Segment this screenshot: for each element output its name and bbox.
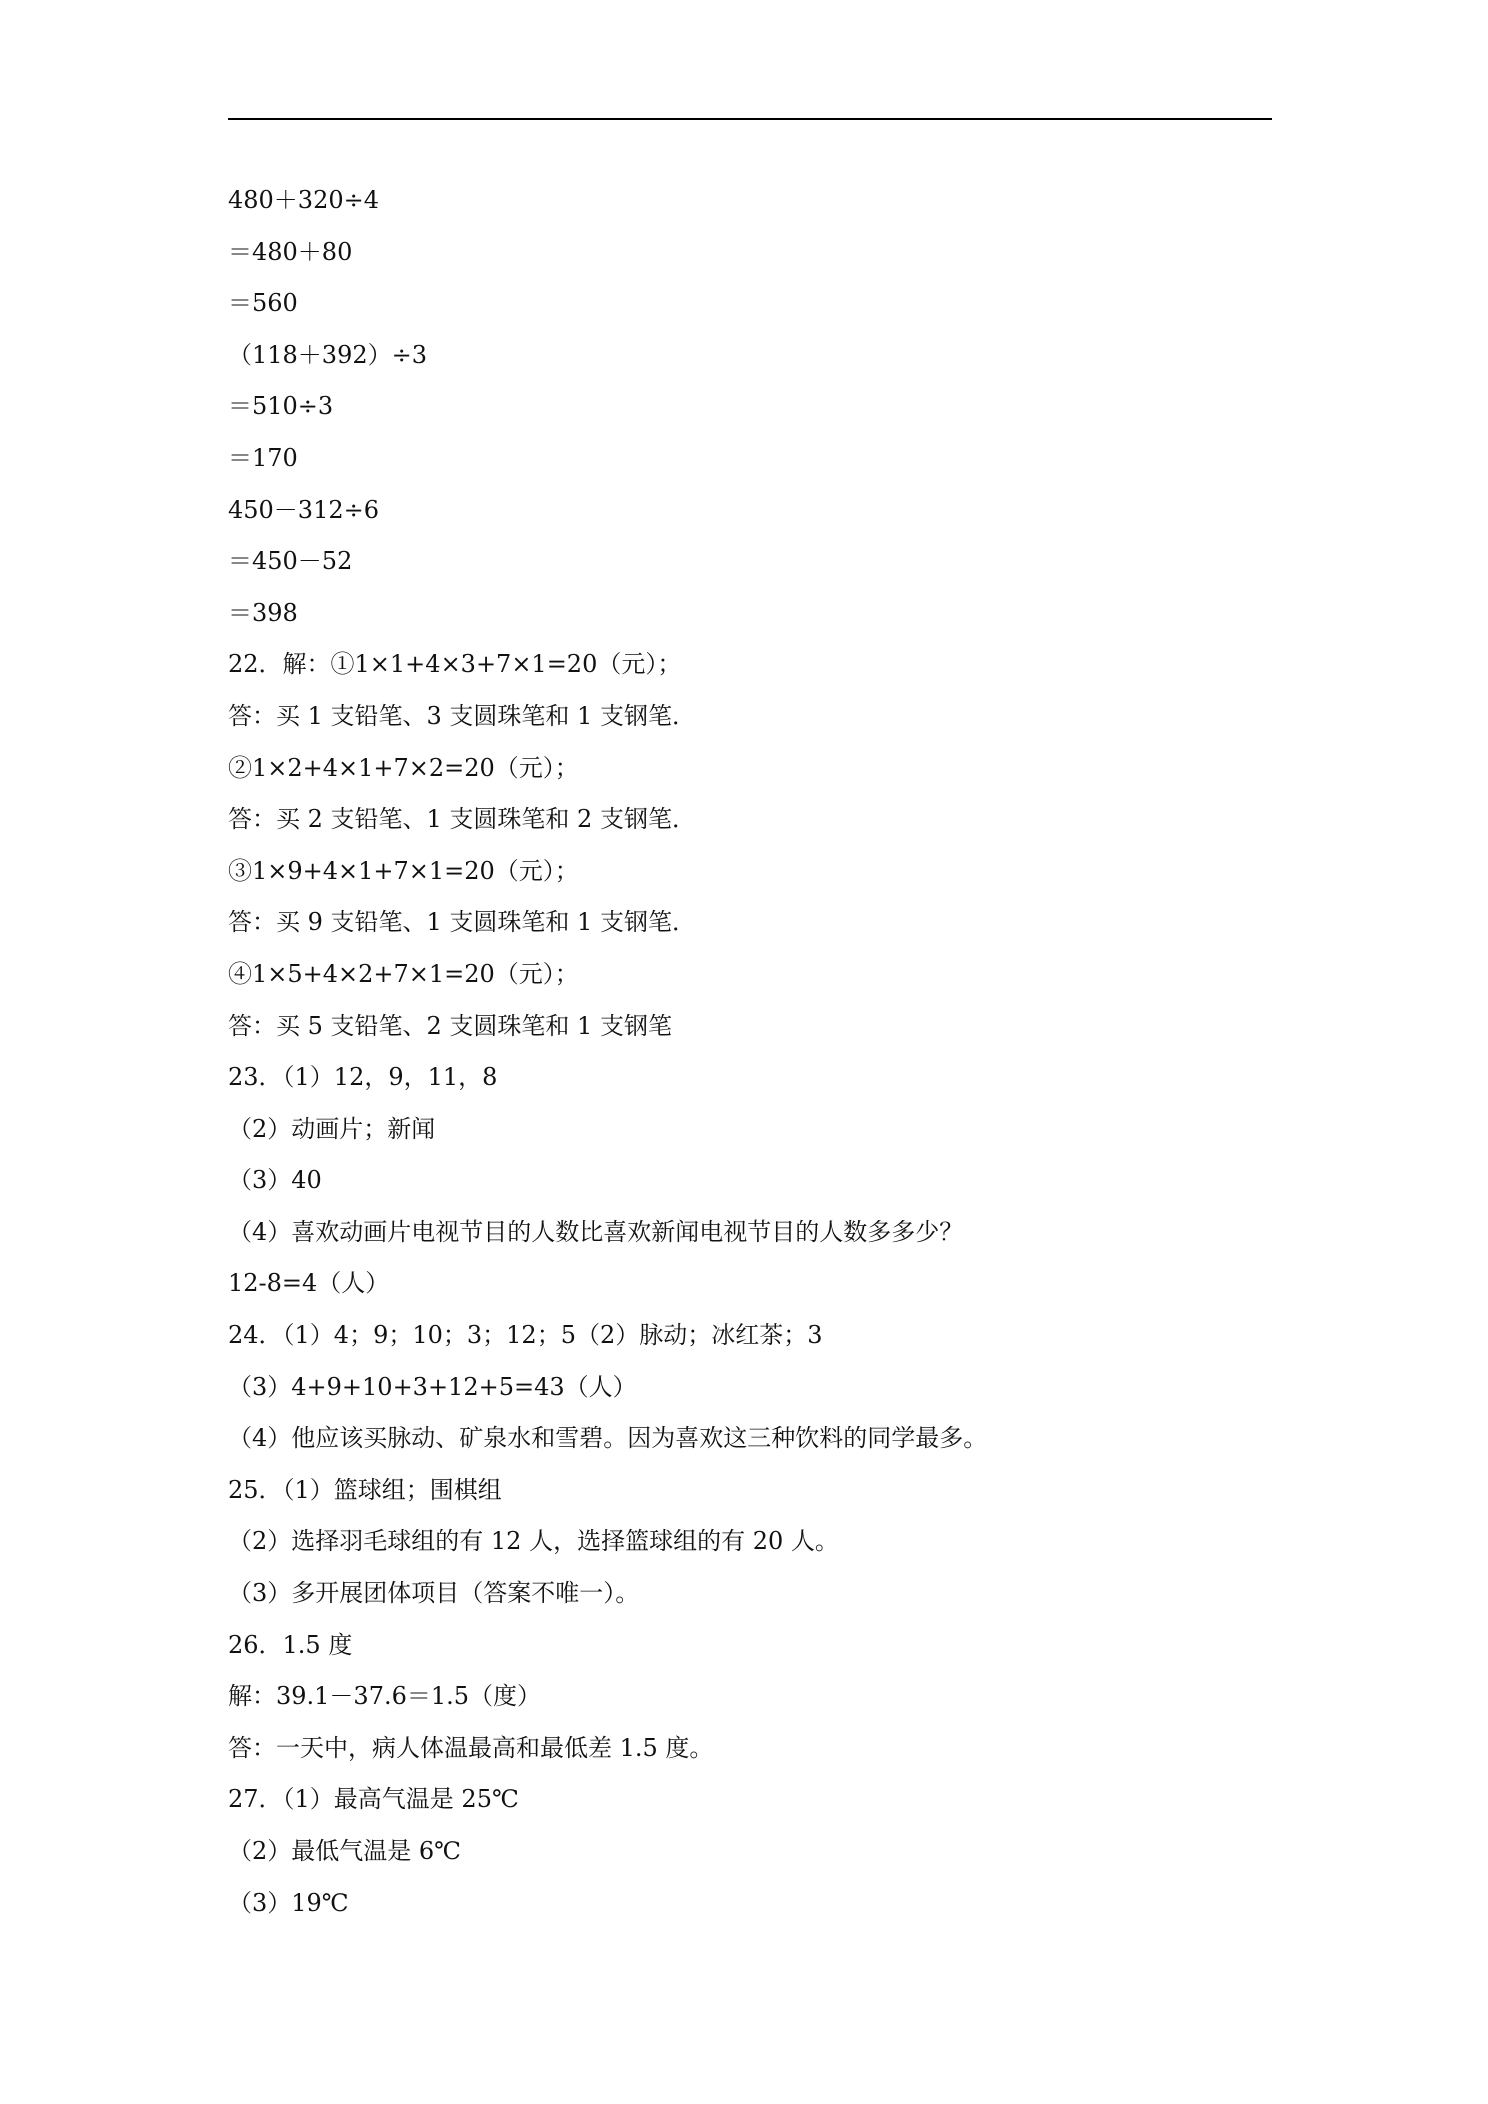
q22-answer-3: 答：买 9 支铅笔、1 支圆珠笔和 1 支钢笔． <box>228 908 696 937</box>
calc-line-2: ＝480＋80 <box>228 237 353 266</box>
calc-line-9: ＝398 <box>228 598 298 627</box>
calc-line-8: ＝450－52 <box>228 547 353 576</box>
answer-text-body <box>228 180 1278 1934</box>
header-rule <box>228 118 1272 120</box>
q24-part-1-2: 24．（1）4；9；10；3；12；5（2）脉动；冰红茶；3 <box>228 1321 823 1350</box>
q23-part-4: （4）喜欢动画片电视节目的人数比喜欢新闻电视节目的人数多多少？ <box>228 1217 964 1246</box>
q22-solution-1: 22．解：①1×1+4×3+7×1=20（元）； <box>228 650 682 679</box>
q22-solution-3: ③1×9+4×1+7×1=20（元）； <box>228 856 579 885</box>
q25-part-1: 25．（1）篮球组；围棋组 <box>228 1475 502 1504</box>
q27-part-2: （2）最低气温是 6℃ <box>228 1837 462 1865</box>
calc-line-7: 450－312÷6 <box>228 495 379 524</box>
calc-line-1: 480＋320÷4 <box>228 186 379 214</box>
q26-conclusion: 答：一天中，病人体温最高和最低差 1.5 度。 <box>228 1733 714 1762</box>
q27-part-1: 27．（1）最高气温是 25℃ <box>228 1785 519 1814</box>
q24-part-4: （4）他应该买脉动、矿泉水和雪碧。因为喜欢这三种饮料的同学最多。 <box>228 1424 988 1453</box>
q25-part-2: （2）选择羽毛球组的有 12 人，选择篮球组的有 20 人。 <box>228 1527 839 1556</box>
q22-answer-1: 答：买 1 支铅笔、3 支圆珠笔和 1 支钢笔． <box>228 701 696 730</box>
q24-part-3: （3）4+9+10+3+12+5=43（人） <box>228 1372 637 1401</box>
calc-line-4: （118＋392）÷3 <box>228 340 427 369</box>
q22-solution-2: ②1×2+4×1+7×2=20（元）； <box>228 753 579 782</box>
q22-answer-4: 答：买 5 支铅笔、2 支圆珠笔和 1 支钢笔 <box>228 1011 672 1040</box>
q23-part-2: （2）动画片；新闻 <box>228 1114 436 1143</box>
calc-line-6: ＝170 <box>228 443 298 472</box>
calc-line-5: ＝510÷3 <box>228 392 334 421</box>
q22-answer-2: 答：买 2 支铅笔、1 支圆珠笔和 2 支钢笔． <box>228 805 696 834</box>
q26-answer: 26．1.5 度 <box>228 1630 353 1659</box>
q23-part-3: （3）40 <box>228 1166 322 1195</box>
q23-part-1: 23．（1）12，9，11，8 <box>228 1063 498 1092</box>
q23-part-4-calc: 12-8=4（人） <box>228 1269 390 1298</box>
q25-part-3: （3）多开展团体项目（答案不唯一）。 <box>228 1579 640 1608</box>
q22-solution-4: ④1×5+4×2+7×1=20（元）； <box>228 959 579 988</box>
q27-part-3: （3）19℃ <box>228 1888 349 1917</box>
q26-solution: 解：39.1－37.6＝1.5（度） <box>228 1682 542 1711</box>
calc-line-3: ＝560 <box>228 289 298 318</box>
